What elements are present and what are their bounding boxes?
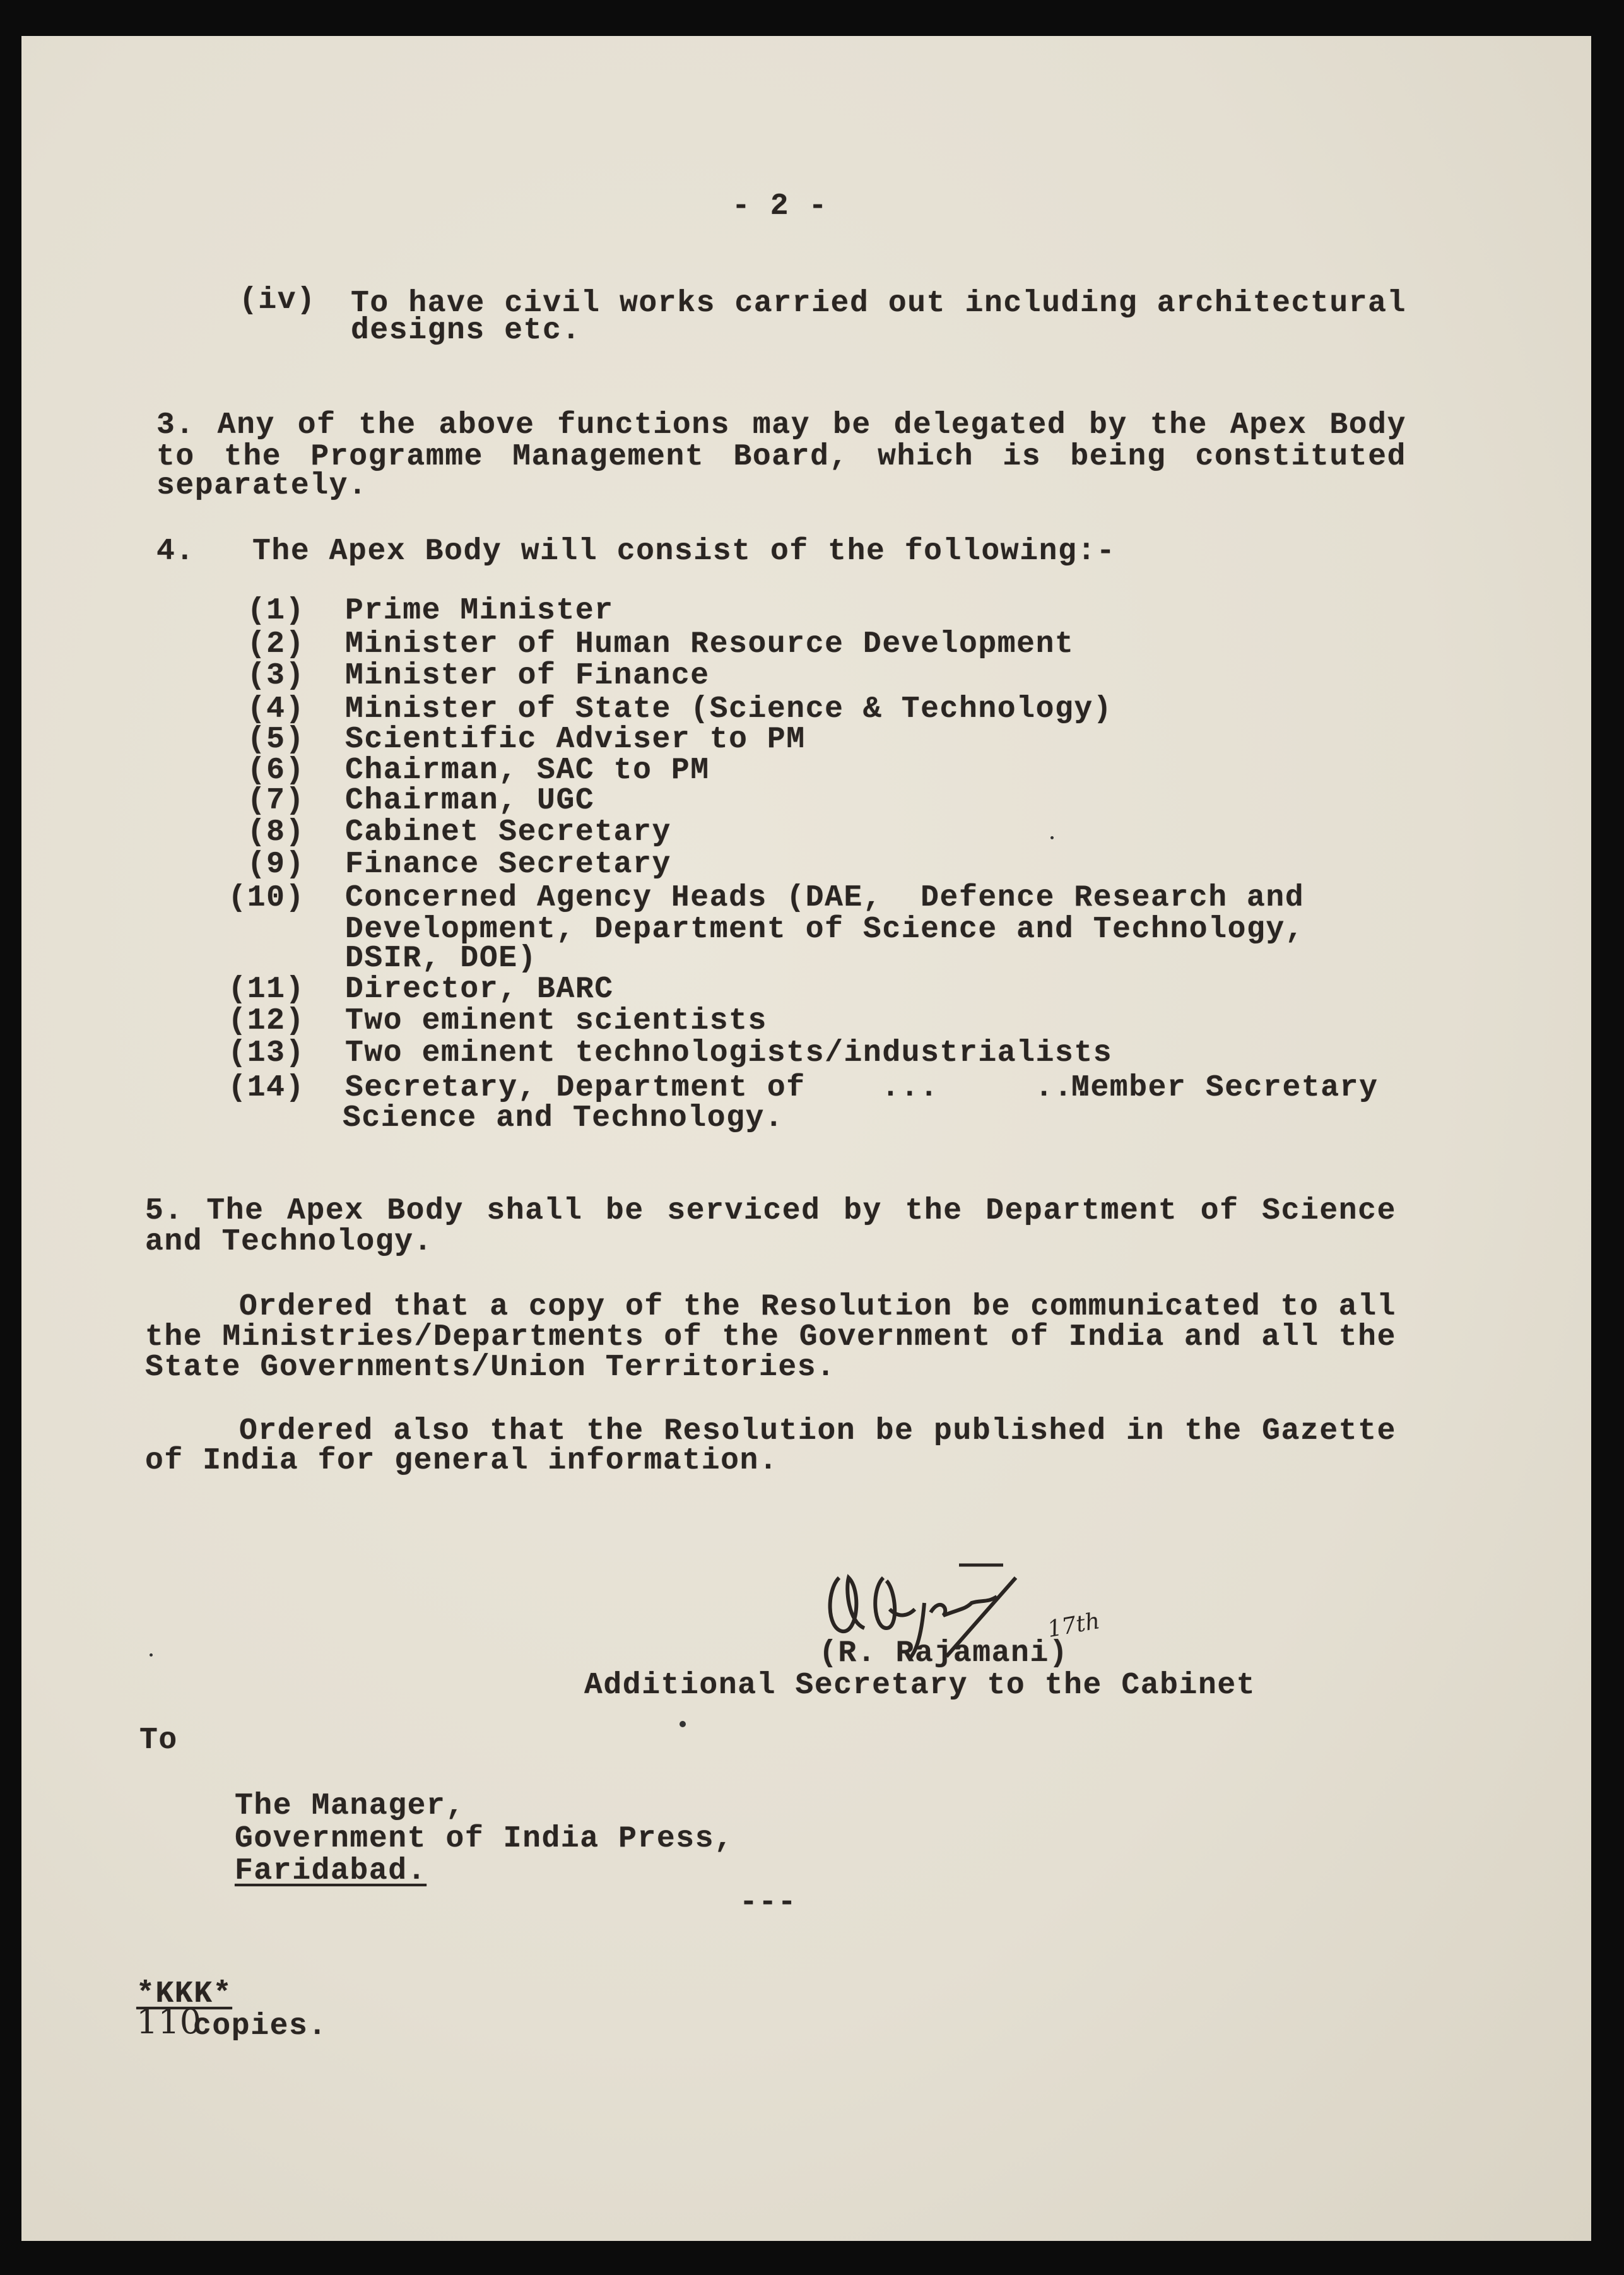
list-item-continuation: DSIR, DOE): [345, 942, 538, 976]
order1-line: the Ministries/Departments of the Government of India and all the: [145, 1320, 1396, 1354]
list-number: (6): [247, 753, 305, 788]
list-item-dots: ... ...: [881, 1071, 1093, 1105]
list-number: (11): [228, 972, 305, 1007]
list-number: (7): [247, 784, 305, 818]
list-number: (8): [247, 815, 305, 849]
list-number: (4): [247, 692, 305, 726]
document-page: [21, 36, 1591, 2241]
para4-heading: 4. The Apex Body will consist of the following:-: [156, 535, 1116, 569]
item-iv-label: (iv): [239, 283, 316, 317]
list-item: Cabinet Secretary: [345, 815, 671, 849]
to-label: To: [139, 1723, 178, 1758]
para5-line: and Technology.: [145, 1225, 433, 1259]
para3-line: separately.: [156, 469, 368, 503]
item-iv-line: To have civil works carried out including architectural: [351, 287, 1406, 321]
list-item: Scientific Adviser to PM: [345, 723, 806, 757]
list-number: (1): [247, 594, 305, 628]
para3-line: 3. Any of the above functions may be delegated by the Apex Body: [156, 408, 1406, 442]
para5-line: 5. The Apex Body shall be serviced by the Department of Science: [145, 1194, 1396, 1228]
copies-count: 110: [136, 2002, 202, 2042]
list-item: Two eminent technologists/industrialists: [345, 1036, 1113, 1070]
list-number: (12): [228, 1004, 305, 1038]
list-number: (9): [247, 848, 305, 882]
list-item: Prime Minister: [345, 594, 614, 628]
copies-label: copies.: [193, 2009, 327, 2043]
list-item: Minister of Human Resource Development: [345, 627, 1074, 661]
list-item: Minister of Finance: [345, 659, 710, 693]
end-mark: ---: [739, 1886, 797, 1920]
list-item: Finance Secretary: [345, 848, 671, 882]
list-number: (2): [247, 627, 305, 661]
list-number: (5): [247, 723, 305, 757]
list-item-continuation: Development, Department of Science and Technology,: [345, 913, 1305, 947]
list-item: Concerned Agency Heads (DAE, Defence Research and: [345, 881, 1305, 915]
recipient-city: Faridabad.: [235, 1854, 427, 1888]
order2-line: of India for general information.: [145, 1444, 779, 1478]
list-item: Minister of State (Science & Technology): [345, 692, 1113, 726]
list-item-continuation: Science and Technology.: [343, 1101, 784, 1135]
recipient-line: Government of India Press,: [235, 1822, 734, 1856]
list-item: Two eminent scientists: [345, 1004, 767, 1038]
list-number: (10): [228, 881, 305, 915]
list-item: Chairman, SAC to PM: [345, 753, 710, 788]
para3-line: to the Programme Management Board, which is being constituted: [156, 440, 1406, 474]
list-number: (13): [228, 1036, 305, 1070]
list-number: (3): [247, 659, 305, 693]
paper-speck: [150, 1653, 153, 1657]
list-number: (14): [228, 1071, 305, 1105]
list-item: Director, BARC: [345, 972, 614, 1007]
list-item: Chairman, UGC: [345, 784, 595, 818]
order1-line: State Governments/Union Territories.: [145, 1350, 836, 1385]
list-item-role: Member Secretary: [1071, 1071, 1379, 1105]
page-number: - 2 -: [732, 189, 828, 223]
order2-line: Ordered also that the Resolution be published in the Gazette: [239, 1414, 1396, 1448]
reference-code: *KKK*: [136, 1977, 233, 2011]
signature-date: 17th: [1045, 1608, 1102, 1643]
recipient-line: The Manager,: [235, 1789, 465, 1823]
paper-speck: [680, 1721, 686, 1727]
list-item: Secretary, Department of: [345, 1071, 806, 1105]
paper-speck: [1050, 836, 1054, 839]
signatory-name: (R. Rajamani): [819, 1636, 1069, 1670]
signatory-title: Additional Secretary to the Cabinet: [584, 1669, 1256, 1703]
item-iv-line: designs etc.: [351, 314, 581, 348]
order1-line: Ordered that a copy of the Resolution be communicated to all: [239, 1290, 1396, 1324]
